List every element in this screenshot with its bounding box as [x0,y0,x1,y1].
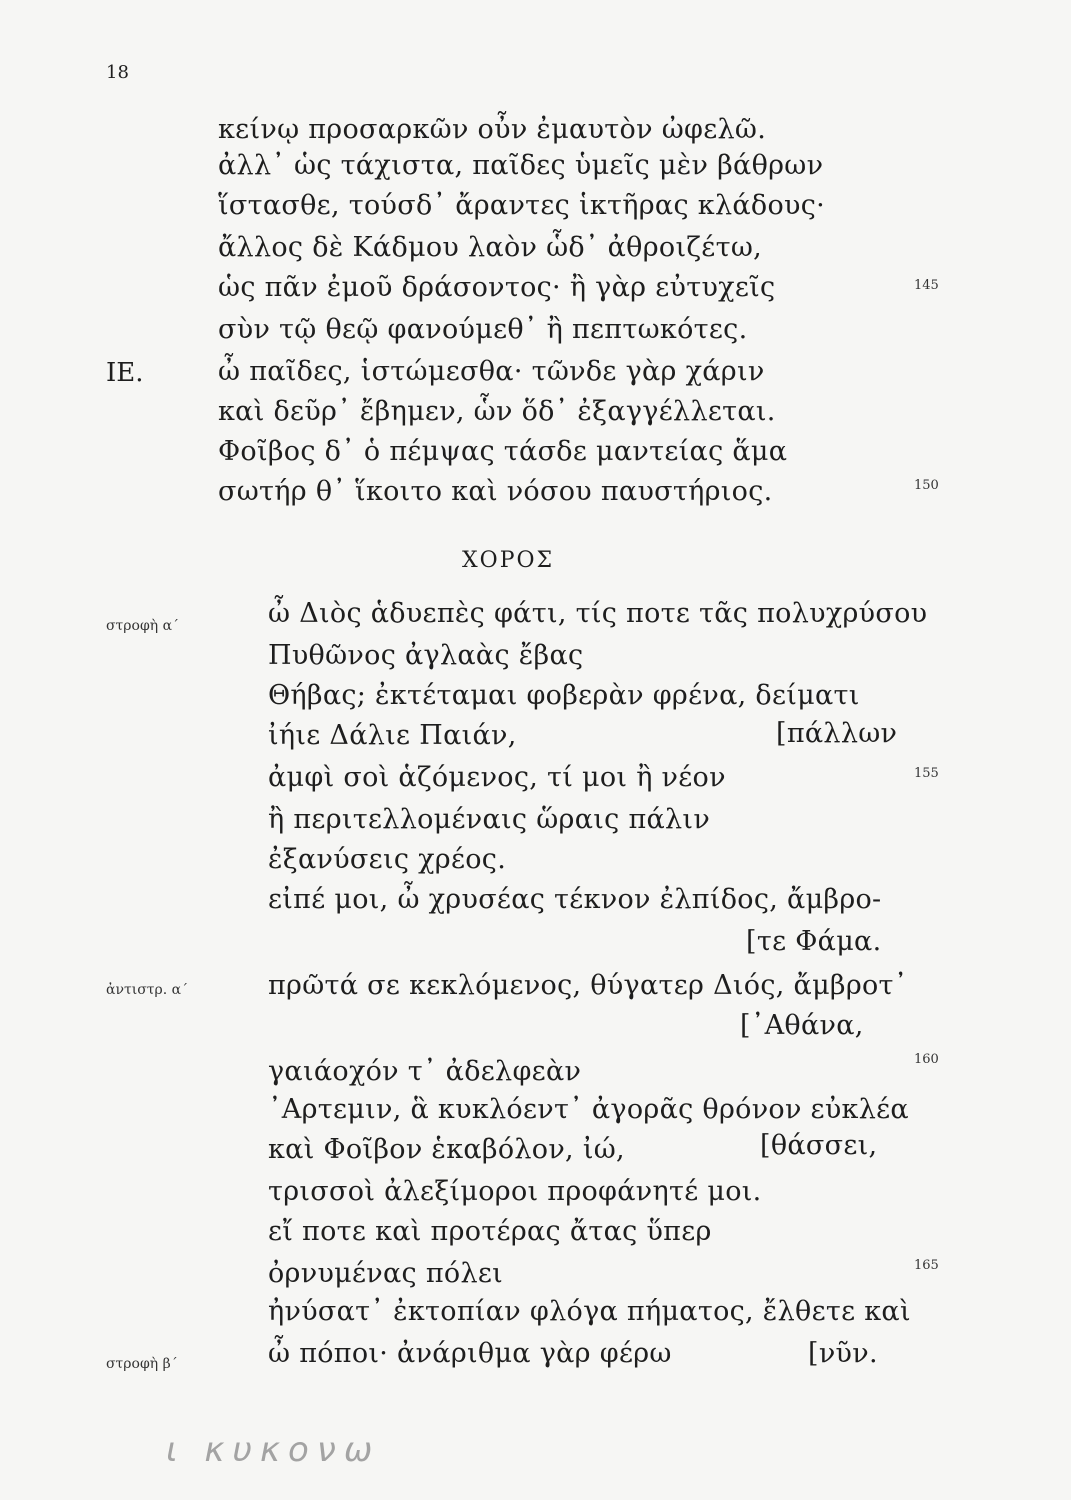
verse-line: ὡς πᾶν ἐμοῦ δράσοντος· ἢ γὰρ εὐτυχεῖς [218,272,776,303]
verse-line: ἀμφὶ σοὶ ἁζόμενος, τί μοι ἢ νέον [268,762,726,793]
verse-line: κείνῳ προσαρκῶν οὖν ἐμαυτὸν ὠφελῶ. [218,114,767,145]
verse-line: καὶ δεῦρ᾽ ἔβημεν, ὧν ὅδ᾽ ἐξαγγέλλεται. [218,396,776,427]
chorus-heading: ΧΟΡΟΣ [462,548,555,573]
antistrophe-a-label: ἀντιστρ. α΄ [106,982,189,998]
verse-line-turnover: [τε Φάμα. [746,926,882,957]
verse-line: ὦ παῖδες, ἱστώμεσθα· τῶνδε γὰρ χάριν [218,356,765,387]
page-number: 18 [106,62,129,83]
verse-line: ἠνύσατ᾽ ἐκτοπίαν φλόγα πήματος, ἔλθετε καὶ [268,1296,911,1327]
verse-line-turnover: [νῦν. [808,1338,878,1369]
verse-line: ἰήιε Δάλιε Παιάν, [268,720,517,751]
verse-line: Πυθῶνος ἀγλαὰς ἔβας [268,640,584,671]
handwritten-note: ι κυκονω [166,1430,381,1470]
verse-line: ᾽Αρτεμιν, ἃ κυκλόεντ᾽ ἀγορᾶς θρόνον εὐκλέα [268,1094,909,1125]
verse-line-turnover: [πάλλων [776,718,898,749]
verse-line-turnover: [θάσσει, [760,1130,878,1161]
verse-line: τρισσοὶ ἀλεξίμοροι προφάνητέ μοι. [268,1176,762,1207]
verse-line: γαιάοχόν τ᾽ ἀδελφεὰν [268,1056,582,1087]
speaker-ie: IE. [106,358,144,388]
verse-line: ὦ Διὸς ἁδυεπὲς φάτι, τίς ποτε τᾶς πολυχρύσου [268,598,928,629]
verse-line: ἄλλος δὲ Κάδμου λαὸν ὧδ᾽ ἀθροιζέτω, [218,232,763,263]
line-number: 160 [914,1052,939,1067]
verse-line-turnover: [᾽Αθάνα, [740,1010,864,1041]
verse-line: εἰπέ μοι, ὦ χρυσέας τέκνον ἐλπίδος, ἄμβρο- [268,884,882,915]
strophe-a-label: στροφὴ α΄ [106,618,180,634]
verse-line: πρῶτά σε κεκλόμενος, θύγατερ Διός, ἄμβροτ᾽ [268,970,908,1001]
verse-line: εἴ ποτε καὶ προτέρας ἄτας ὕπερ [268,1216,712,1247]
line-number: 150 [914,478,939,493]
verse-line: ἐξανύσεις χρέος. [268,844,507,875]
verse-line: ἢ περιτελλομέναις ὥραις πάλιν [268,804,711,835]
verse-line: καὶ Φοῖβον ἑκαβόλον, ἰώ, [268,1134,625,1165]
verse-line: ἀλλ᾽ ὡς τάχιστα, παῖδες ὑμεῖς μὲν βάθρων [218,150,824,181]
verse-line: ὦ πόποι· ἀνάριθμα γὰρ φέρω [268,1338,672,1369]
line-number: 165 [914,1258,939,1273]
line-number: 145 [914,278,939,293]
verse-line: Φοῖβος δ᾽ ὁ πέμψας τάσδε μαντείας ἅμα [218,436,788,467]
verse-line: Θήβας; ἐκτέταμαι φοβερὰν φρένα, δείματι [268,680,860,711]
verse-line: ὀρνυμένας πόλει [268,1258,504,1289]
verse-line: ἵστασθε, τούσδ᾽ ἄραντες ἱκτῆρας κλάδους· [218,190,826,221]
strophe-b-label: στροφὴ β΄ [106,1356,178,1372]
line-number: 155 [914,766,939,781]
verse-line: σωτήρ θ᾽ ἵκοιτο καὶ νόσου παυστήριος. [218,476,773,507]
verse-line: σὺν τῷ θεῷ φανούμεθ᾽ ἢ πεπτωκότες. [218,314,748,345]
